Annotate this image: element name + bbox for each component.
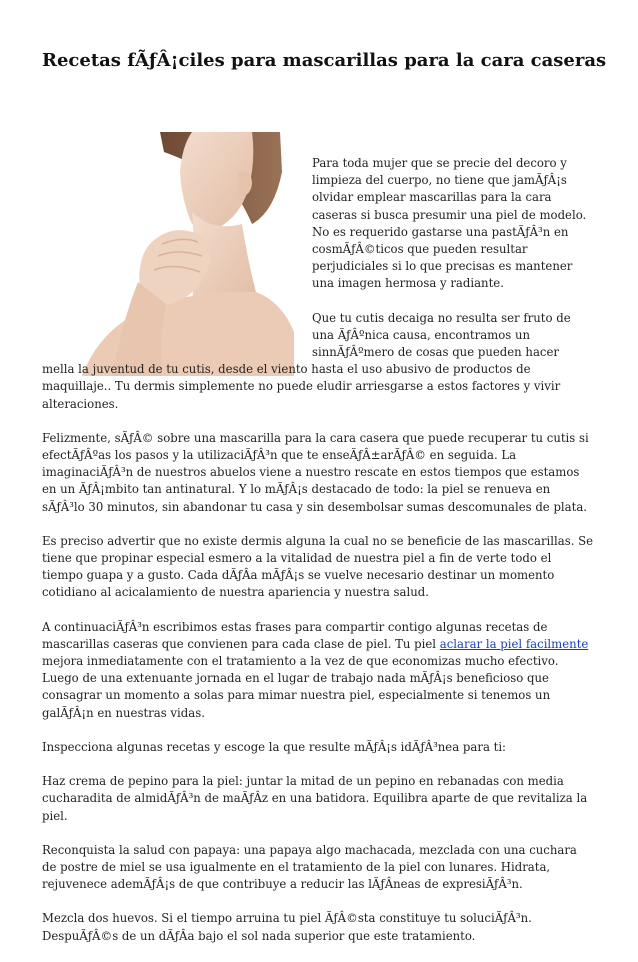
skin-lightening-link[interactable]: aclarar la piel facilmente <box>439 636 589 651</box>
paragraph-6: Inspecciona algunas recetas y escoge la que resulte mÃƒÂ¡s idÃƒÂ³nea para ti: <box>42 739 506 754</box>
paragraph-7: Haz crema de pepino para la piel: juntar la mitad de un pepino en rebanadas con media cucharadita de almidÃƒÂ³n de maÃƒÂz en una batidora. Equilibra aparte de que revitaliza la piel. <box>42 774 588 823</box>
paragraph-8: Reconquista la salud con papaya: una papaya algo machacada, mezclada con una cuchara de postre de miel se usa igualmente en el tratamiento de la piel con lunares. Hidrata, rejuvenece ademÃƒÂ¡s de que contribuye a reducir las lÃƒÂneas de expresiÃƒÂ³n. <box>42 842 577 892</box>
paragraph-9: Mezcla dos huevos. Si el tiempo arruina tu piel ÃƒÂ©sta constituye tu soluciÃƒÂ³n. DespuÃƒÂ©s de un dÃƒÂa bajo el sol nada superior que este tratamiento. <box>42 911 532 943</box>
paragraph-4: Es preciso advertir que no existe dermis alguna la cual no se beneficie de las mascarillas. Se tiene que propinar especial esmero a la vitalidad de nuestra piel a fin de verte todo el tiempo guapa y a gusto. Cada dÃƒÂa mÃƒÂ¡s se vuelve necesario destinar un momento cotidiano al acicalamiento de nuestra apariencia y nuestra salud. <box>42 533 594 600</box>
page-title: Recetas fÃƒÂ¡ciles para mascarillas para la cara caseras <box>42 50 607 71</box>
article-body <box>42 155 594 962</box>
paragraph-2: Que tu cutis decaiga no resulta ser fruto de una ÃƒÂºnica causa, encontramos un sinnÃƒÂºmero de cosas que pueden hacer mella la juventud de tu cutis, desde el viento hasta el uso abusivo de productos de maquillaje.. Tu dermis simplemente no puede eludir arriesgarse a estos factores y vivir alteraciones. <box>42 310 571 411</box>
paragraph-3: Felizmente, sÃƒÂ© sobre una mascarilla para la cara casera que puede recuperar tu cutis si efectÃƒÂºas los pasos y la utilizaciÃƒÂ³n que te enseÃƒÂ±arÃƒÂ© en seguida. La imaginaciÃƒÂ³n de nuestros abuelos viene a nuestro rescate en estos tiempos que estamos en un ÃƒÂ¡mbito tan antinatural. Y lo mÃƒÂ¡s destacado de todo: la piel se renueva en sÃƒÂ³lo 30 minutos, sin abandonar tu casa y sin desembolsar sumas descomunales de plata. <box>42 430 589 514</box>
paragraph-5-after: mejora inmediatamente con el tratamiento a la vez de que economizas mucho efectivo. Luego de una extenuante jornada en el lugar de trabajo nada mÃƒÂ¡s beneficioso que consagrar un momento a solas para mimar nuestra piel, especialmente si tenemos un galÃƒÂ¡n en nuestras vidas. <box>42 654 559 720</box>
paragraph-5 <box>42 619 594 722</box>
paragraph-1: Para toda mujer que se precie del decoro y limpieza del cuerpo, no tiene que jamÃƒÂ¡s olvidar emplear mascarillas para la cara caseras si busca presumir una piel de modelo. No es requerido gastarse una pastÃƒÂ³n en cosmÃƒÂ©ticos que pueden resultar perjudiciales si lo que precisas es mantener una imagen hermosa y radiante. <box>312 156 587 291</box>
paragraph-5-before: A continuaciÃƒÂ³n escribimos estas frases para compartir contigo algunas recetas de mascarillas caseras que convienen para cada clase de piel. Tu piel <box>42 619 548 651</box>
image-float-spacer <box>42 155 312 357</box>
